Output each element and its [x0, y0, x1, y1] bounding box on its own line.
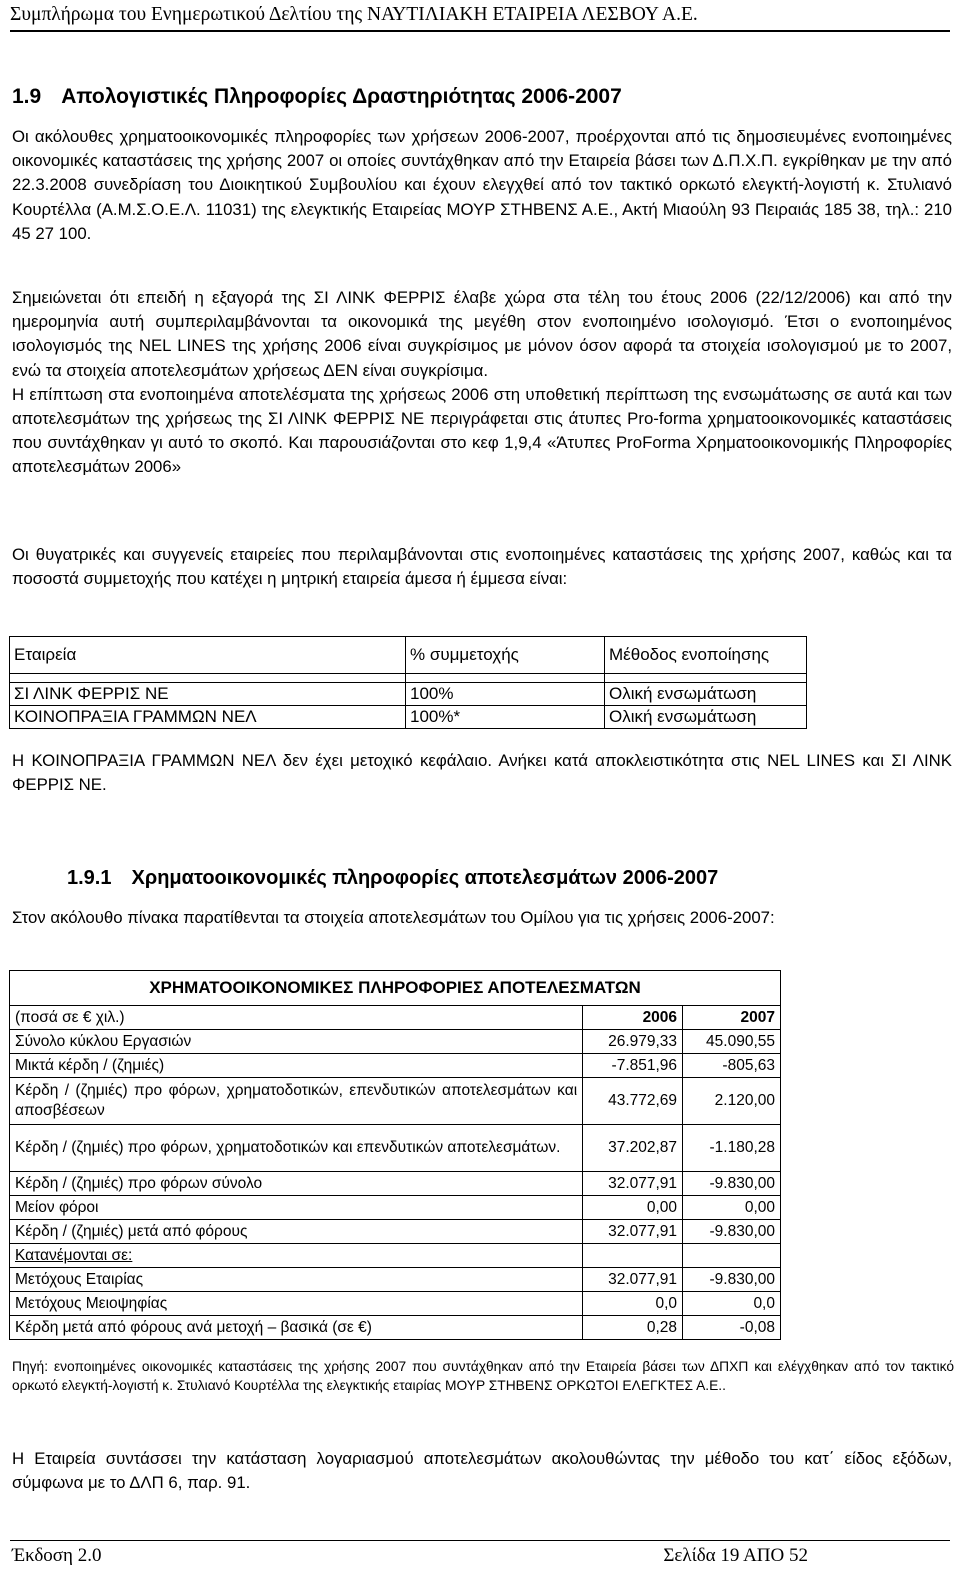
table-row [10, 1125, 781, 1172]
table-row [10, 683, 807, 706]
participation-percent: 100%* [406, 706, 605, 729]
table-row [10, 1292, 781, 1316]
document-header-title: Συμπλήρωμα του Ενημερωτικού Δελτίου της ΝΑΥΤΙΛΙΑΚΗ ΕΤΑΙΡΕΙΑ ΛΕΣΒΟΥ Α.Ε. [10, 4, 698, 25]
participation-percent: 100% [406, 683, 605, 706]
value-2006: 32.077,91 [583, 1220, 683, 1244]
section-title: Απολογιστικές Πληροφορίες Δραστηριότητας 2006-2007 [61, 85, 622, 108]
row-label: Μετόχους Μειοψηφίας [10, 1292, 583, 1316]
value-2006: 32.077,91 [583, 1172, 683, 1196]
section-number: 1.9 [12, 85, 42, 108]
year-header: 2006 [583, 1006, 683, 1030]
financial-results-table [9, 970, 781, 1340]
value-2007: -1.180,28 [683, 1125, 781, 1172]
footer-divider [10, 1540, 950, 1541]
value-2007: -9.830,00 [683, 1220, 781, 1244]
paragraph-text: Οι θυγατρικές και συγγενείς εταιρείες που περιλαμβάνονται στις ενοποιημένες καταστάσεις της χρήσης 2007, καθώς και τα ποσοστά συμμετοχής που κατέχει η μητρική εταιρεία άμεσα ή έμμεσα είναι: [12, 545, 952, 589]
value-2006 [583, 1244, 683, 1268]
table-row [10, 1054, 781, 1078]
value-2006: -7.851,96 [583, 1054, 683, 1078]
value-2007: 0,00 [683, 1196, 781, 1220]
table-row [10, 1030, 781, 1054]
row-label: Κέρδη / (ζημιές) προ φόρων σύνολο [10, 1172, 583, 1196]
row-label: Κατανέμονται σε: [10, 1244, 583, 1268]
value-2007: -9.830,00 [683, 1172, 781, 1196]
paragraph-text: Οι ακόλουθες χρηματοοικονομικές πληροφορίες των χρήσεων 2006-2007, προέρχονται από τις δημοσιευμένες ενοποιημένες οικονομικές καταστάσεις της χρήσης 2007 οι οποίες συντάχθηκαν από την Εταιρεία βάσει των Δ.Π.Χ.Π. εγκρίθηκαν με την από 22.3.2008 συνεδρίαση του Διοικητικού Συμβουλίου και έχουν ελεγχθεί από τον τακτικό ορκωτό ελεγκτή-λογιστή κ. Στυλιανό Κουρτέλλα (Α.Μ.Σ.Ο.Ε.Λ. 11031) της ελεγκτικής Εταιρείας ΜΟΥΡ ΣΤΗΒΕΝΣ Α.Ε., Ακτή Μιαούλη 93 Πειραιάς 185 38, τηλ.: 210 45 27 100. [12, 127, 952, 243]
paragraph-text: Η Εταιρεία συντάσσει την κατάσταση λογαριασμού αποτελεσμάτων ακολουθώντας την μέθοδο του κατ΄ είδος εξόδων, σύμφωνα με το ΔΛΠ 6, παρ. 91. [12, 1449, 952, 1493]
header-divider [10, 30, 950, 32]
value-2007: 2.120,00 [683, 1078, 781, 1125]
footer-edition: Έκδοση 2.0 [12, 1545, 102, 1566]
section-heading [12, 85, 622, 109]
paragraph-method [12, 1447, 952, 1495]
subsection-title: Χρηματοοικονομικές πληροφορίες αποτελεσμάτων 2006-2007 [131, 867, 719, 889]
column-header: Μέθοδος ενοποίησης [605, 637, 807, 674]
row-label: Μετόχους Εταιρίας [10, 1268, 583, 1292]
table-header-row [10, 637, 807, 674]
subsection-heading [67, 867, 718, 890]
consolidation-method: Ολική ενσωμάτωση [605, 683, 807, 706]
paragraph-text: Η επίπτωση στα ενοποιημένα αποτελέσματα της χρήσεως 2006 στη υποθετική περίπτωση της ενσωμάτωσης σε αυτά και των αποτελεσμάτων της χρήσεως της ΣΙ ΛΙΝΚ ΦΕΡΡΙΣ ΝΕ περιγράφεται στις άτυπες Pro-forma χρηματοοικονομικές καταστάσεις που συντάχθηκαν γι αυτό το σκοπό. Και παρουσιάζονται στο κεφ 1,9,4 «Άτυπες ProForma Χρηματοοικονομικής Πληροφορίες αποτελεσμάτων 2006» [12, 384, 952, 477]
source-note: Πηγή: ενοποιημένες οικονομικές καταστάσεις της χρήσης 2007 που συντάχθηκαν από την Εταιρεία βάσει των ΔΠΧΠ και ελέγχθηκαν από τον τακτικό ορκωτό ελεγκτή-λογιστή κ. Στυλιανό Κουρτέλλα της ελεγκτικής εταιρίας ΜΟΥΡ ΣΤΗΒΕΝΣ ΟΡΚΩΤΟΙ ΕΛΕΓΚΤΕΣ Α.Ε.. [12, 1359, 954, 1393]
value-2007: 0,0 [683, 1292, 781, 1316]
paragraph-text: Η ΚΟΙΝΟΠΡΑΞΙΑ ΓΡΑΜΜΩΝ ΝΕΛ δεν έχει μετοχικό κεφάλαιο. Ανήκει κατά αποκλειστικότητα στις NEL LINES και ΣΙ ΛΙΝΚ ΦΕΡΡΙΣ ΝΕ. [12, 751, 952, 795]
paragraph-joint-venture [12, 749, 952, 797]
subsidiaries-table [9, 636, 807, 729]
column-header: Εταιρεία [10, 637, 406, 674]
consolidation-method: Ολική ενσωμάτωση [605, 706, 807, 729]
table-title-row [10, 971, 781, 1006]
column-header: % συμμετοχής [406, 637, 605, 674]
table-row [10, 1244, 781, 1268]
row-label: Κέρδη / (ζημιές) προ φόρων, χρηματοδοτικών, επενδυτικών αποτελεσμάτων και αποσβέσεων [10, 1078, 583, 1125]
table-row [10, 706, 807, 729]
value-2006: 32.077,91 [583, 1268, 683, 1292]
paragraph-sources [12, 125, 952, 246]
value-2006: 0,0 [583, 1292, 683, 1316]
unit-label: (ποσά σε € χιλ.) [10, 1006, 583, 1030]
row-label: Σύνολο κύκλου Εργασιών [10, 1030, 583, 1054]
table-row [10, 1196, 781, 1220]
table-row [10, 1078, 781, 1125]
table-row [10, 1268, 781, 1292]
paragraph-text: Σημειώνεται ότι επειδή η εξαγορά της ΣΙ ΛΙΝΚ ΦΕΡΡΙΣ έλαβε χώρα στα τέλη του έτους 2006 (22/12/2006) και από την ημερομηνία αυτή συμπεριλαμβάνονται τα οικονομικά της μεγέθη στον ενοποιημένο ισολογισμό. Έτσι ο ενοποιημένος ισολογισμός της NEL LINES της χρήσης 2006 είναι συγκρίσιμος με μόνον όσον αφορά τα στοιχεία ισολογισμού με το 2007, ενώ τα στοιχεία αποτελεσμάτων χρήσεως ΔΕΝ είναι συγκρίσιμα. [12, 288, 952, 380]
paragraph-subsidiaries [12, 543, 952, 591]
value-2006: 0,00 [583, 1196, 683, 1220]
value-2006: 0,28 [583, 1316, 683, 1340]
value-2007 [683, 1244, 781, 1268]
table-header-row [10, 1006, 781, 1030]
table-title: ΧΡΗΜΑΤΟΟΙΚΟΝΟΜΙΚΕΣ ΠΛΗΡΟΦΟΡΙΕΣ ΑΠΟΤΕΛΕΣΜΑΤΩΝ [10, 971, 781, 1006]
value-2006: 26.979,33 [583, 1030, 683, 1054]
table-spacer-row [10, 674, 807, 683]
paragraph-table-intro [12, 906, 952, 930]
subsection-number: 1.9.1 [67, 867, 112, 889]
value-2007: -0,08 [683, 1316, 781, 1340]
row-label: Κέρδη / (ζημιές) μετά από φόρους [10, 1220, 583, 1244]
year-header: 2007 [683, 1006, 781, 1030]
table-row [10, 1172, 781, 1196]
value-2006: 43.772,69 [583, 1078, 683, 1125]
row-label: Κέρδη / (ζημιές) προ φόρων, χρηματοδοτικών και επενδυτικών αποτελεσμάτων. [10, 1125, 583, 1172]
value-2007: -805,63 [683, 1054, 781, 1078]
value-2006: 37.202,87 [583, 1125, 683, 1172]
row-label: Μείον φόροι [10, 1196, 583, 1220]
value-2007: 45.090,55 [683, 1030, 781, 1054]
company-name: ΚΟΙΝΟΠΡΑΞΙΑ ΓΡΑΜΜΩΝ ΝΕΛ [10, 706, 406, 729]
paragraph-acquisition-note [12, 286, 952, 480]
paragraph-text: Στον ακόλουθο πίνακα παρατίθενται τα στοιχεία αποτελεσμάτων του Ομίλου για τις χρήσεις 2006-2007: [12, 908, 775, 927]
company-name: ΣΙ ΛΙΝΚ ΦΕΡΡΙΣ ΝΕ [10, 683, 406, 706]
table-row [10, 1220, 781, 1244]
footer-page-number: Σελίδα 19 ΑΠΟ 52 [663, 1545, 808, 1566]
value-2007: -9.830,00 [683, 1268, 781, 1292]
row-label: Κέρδη μετά από φόρους ανά μετοχή – βασικά (σε €) [10, 1316, 583, 1340]
row-label: Μικτά κέρδη / (ζημιές) [10, 1054, 583, 1078]
table-row [10, 1316, 781, 1340]
